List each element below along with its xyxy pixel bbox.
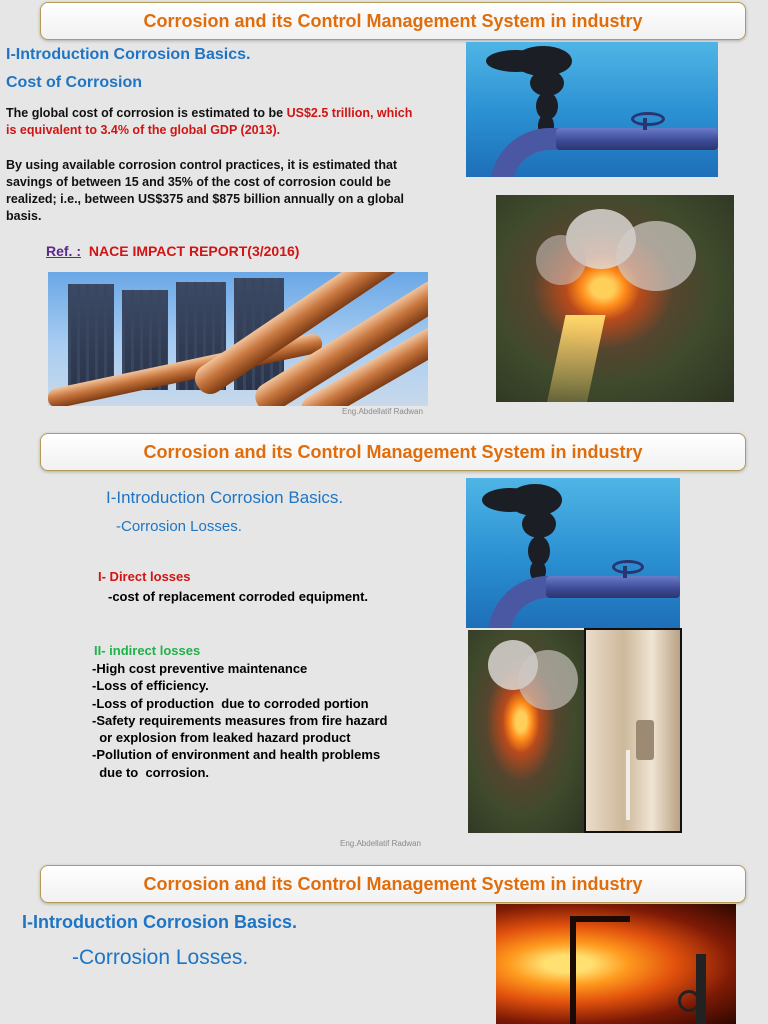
section-subheading: Cost of Corrosion xyxy=(6,74,142,91)
pipeline-fire-image xyxy=(496,195,734,402)
author-credit: Eng.Abdellatif Radwan xyxy=(340,839,421,848)
list-item: -Safety requirements measures from fire hazard xyxy=(92,712,388,728)
slide-title: Corrosion and its Control Management System in industry xyxy=(40,865,746,903)
direct-losses-item: -cost of replacement corroded equipment. xyxy=(108,589,369,604)
list-item: -High cost preventive maintenance xyxy=(92,661,308,676)
slide-cost-of-corrosion xyxy=(0,0,768,430)
list-item: -Pollution of environment and health problems xyxy=(92,747,381,763)
industrial-fire-image xyxy=(496,904,736,1024)
reference-text: NACE IMPACT REPORT(3/2016) xyxy=(88,243,300,259)
list-item: due to corrosion. xyxy=(92,764,210,780)
smoking-pipeline-image xyxy=(466,478,680,628)
savings-paragraph: By using available corrosion control practices, it is estimated that savings of between 15 and 35% of the cost of corrosion could be realized; i.e., between US$375 and $875 billion annually on a global basis. xyxy=(6,158,405,223)
section-heading: I-Introduction Corrosion Basics. xyxy=(106,488,344,507)
list-item: -Loss of efficiency. xyxy=(92,678,209,694)
list-item: -Loss of production due to corroded portion xyxy=(92,695,369,711)
section-heading: I-Introduction Corrosion Basics. xyxy=(22,912,298,932)
cost-highlight: US$2.5 trillion, which is equivalent to 3.4% of the global GDP (2013). xyxy=(6,106,413,137)
slide-corrosion-losses-2 xyxy=(0,862,768,1024)
list-item: or explosion from leaked hazard product xyxy=(92,730,351,746)
direct-losses-title: I- Direct losses xyxy=(98,569,191,584)
smoking-pipeline-image xyxy=(466,42,718,177)
pipeline-fire-image xyxy=(468,630,586,833)
reference-label: Ref. : xyxy=(46,243,81,259)
slide-title: Corrosion and its Control Management System in industry xyxy=(40,2,746,40)
reference xyxy=(46,243,299,259)
indirect-losses-list xyxy=(92,660,388,781)
author-credit: Eng.Abdellatif Radwan xyxy=(342,407,423,416)
indirect-losses-title: II- indirect losses xyxy=(94,643,201,658)
slide-corrosion-losses xyxy=(0,430,768,862)
section-subheading: -Corrosion Losses. xyxy=(72,946,249,969)
industrial-pipes-image xyxy=(48,272,428,406)
cost-paragraph: The global cost of corrosion is estimated to be US$2.5 trillion, which is equivalent to 3.4% of the global GDP (2013). xyxy=(6,106,413,137)
section-heading: I-Introduction Corrosion Basics. xyxy=(6,46,251,63)
leaking-tap-image xyxy=(584,628,682,833)
slide-title: Corrosion and its Control Management System in industry xyxy=(40,433,746,471)
section-subheading: -Corrosion Losses. xyxy=(116,518,242,535)
